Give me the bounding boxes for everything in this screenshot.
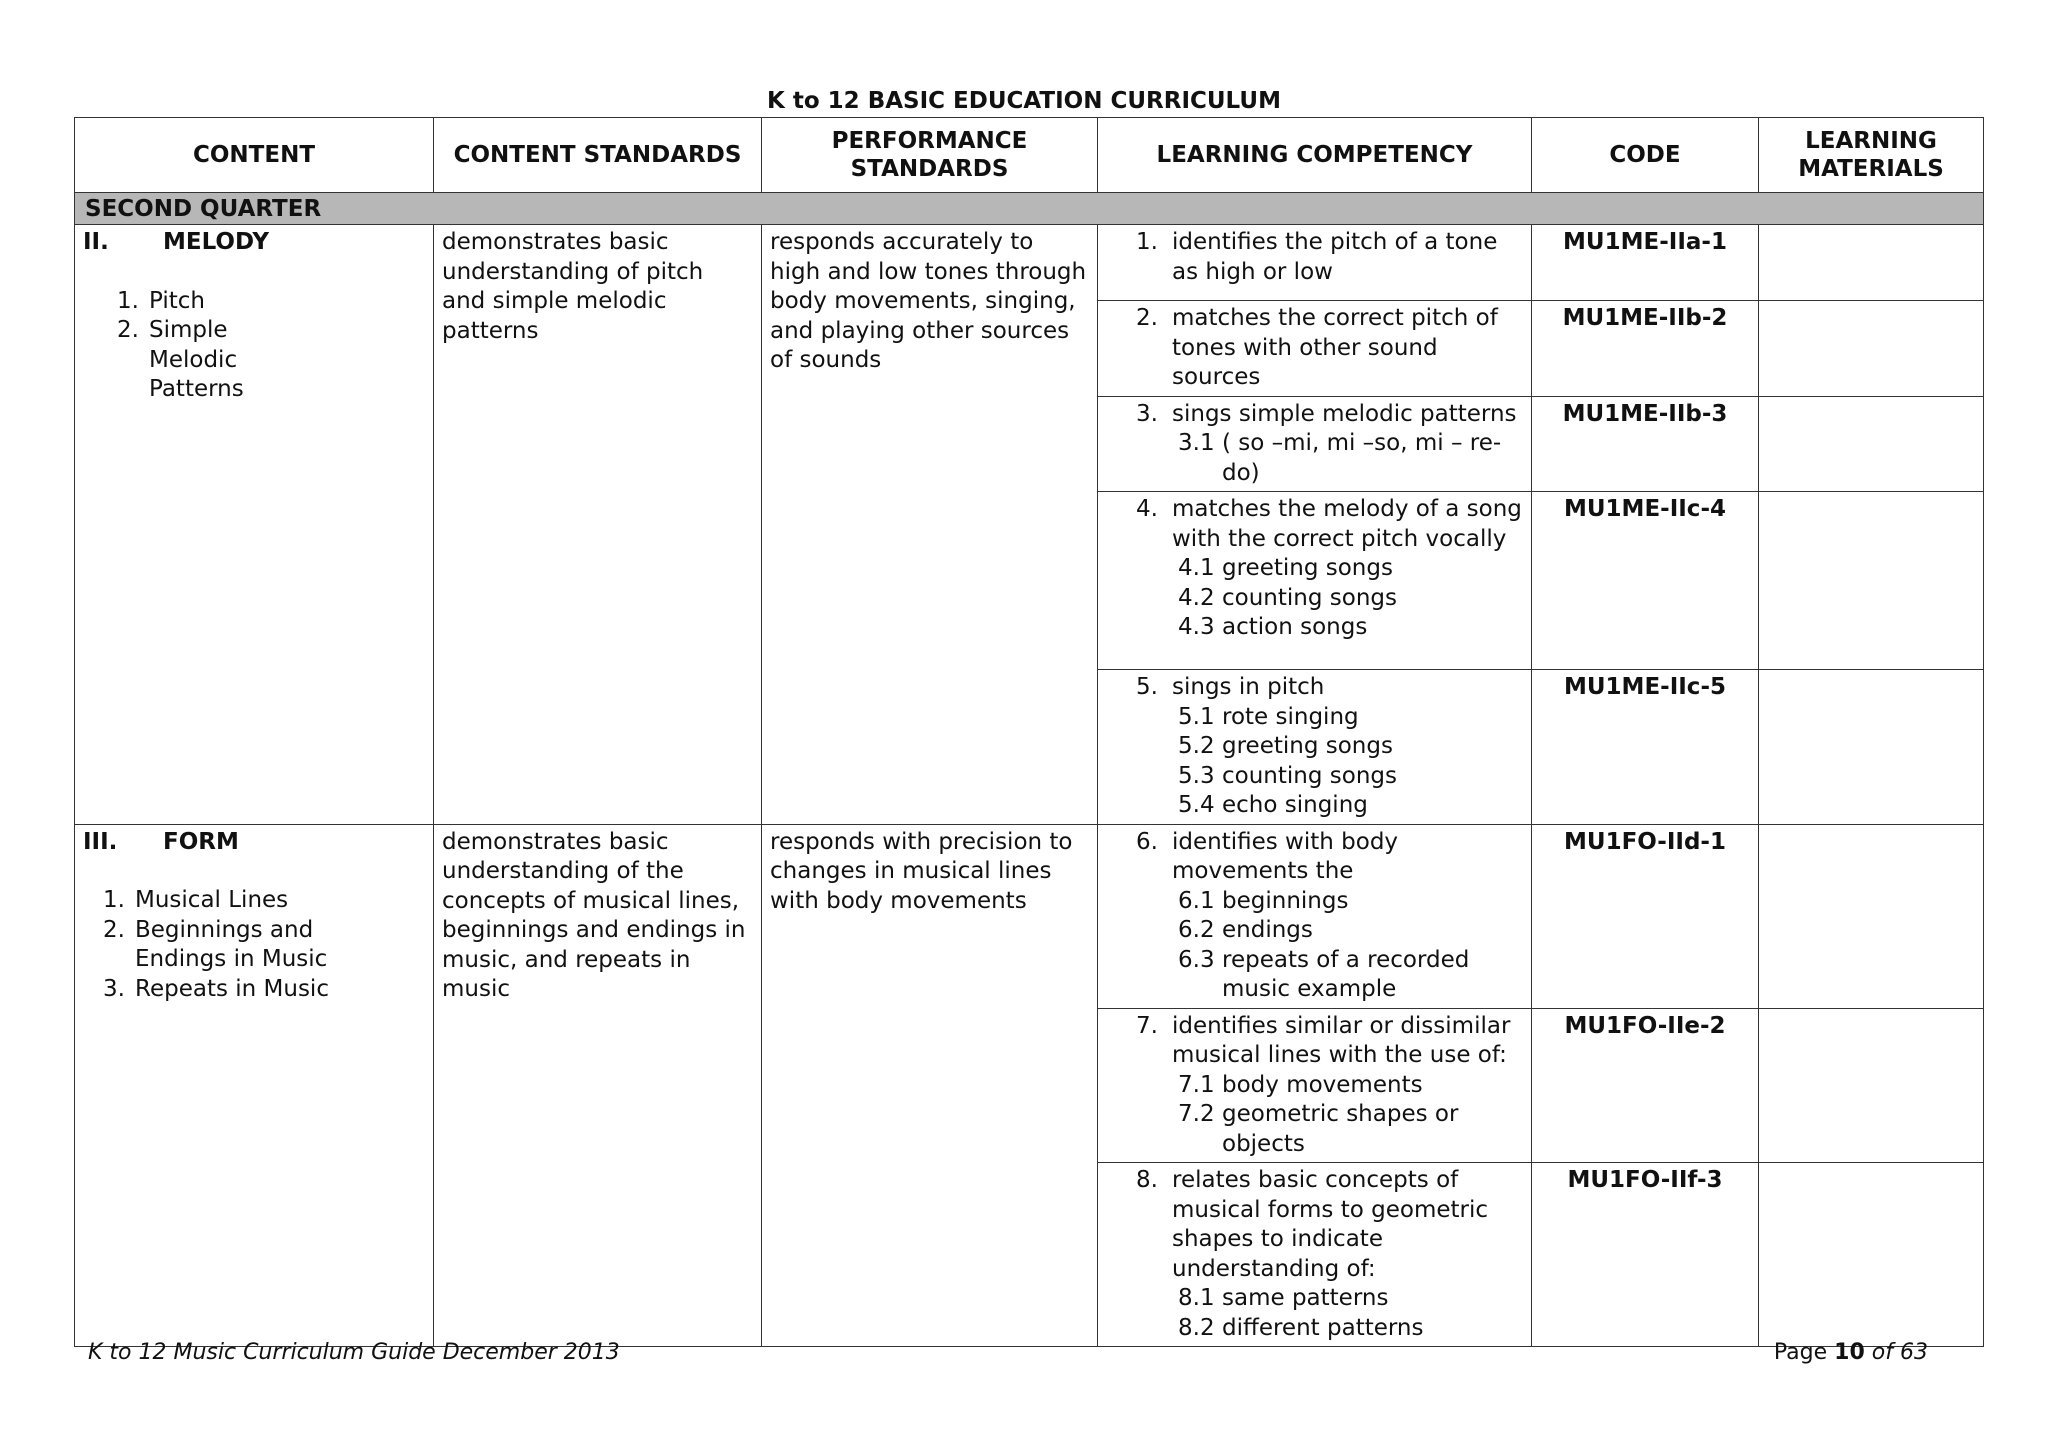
table-row	[75, 225, 1984, 301]
code-cell: MU1FO-IId-1	[1532, 824, 1759, 1008]
code-cell: MU1FO-IIf-3	[1532, 1163, 1759, 1347]
topic-title: FORM	[163, 828, 239, 855]
footer-guide-title: K to 12 Music Curriculum Guide December 2013	[88, 1340, 620, 1365]
subtopic-list	[83, 287, 425, 405]
competency-cell: 4. matches the melody of a song with the correct pitch vocally 4.1 greeting songs 4.2 counting songs 4.3 action songs	[1098, 492, 1532, 670]
topic-heading	[83, 228, 425, 258]
code-cell: MU1ME-IIb-2	[1532, 301, 1759, 397]
competency-cell: 7. identifies similar or dissimilar musical lines with the use of: 7.1 body movements 7.2 geometric shapes or objects	[1098, 1008, 1532, 1163]
quarter-label: SECOND QUARTER	[75, 193, 1984, 225]
list-item: 2. Simple Melodic Patterns	[117, 317, 244, 402]
page-total: of 63	[1871, 1340, 1928, 1365]
content-standard-cell: demonstrates basic understanding of the concepts of musical lines, beginnings and endings in music, and repeats in music	[434, 824, 762, 1347]
subtopic-list	[83, 886, 425, 1004]
materials-cell	[1759, 225, 1984, 301]
performance-standard-cell: responds accurately to high and low tones through body movements, singing, and playing other sources of sounds	[762, 225, 1098, 825]
topic-roman: II.	[83, 229, 109, 255]
table-row	[75, 824, 1984, 1008]
code-cell: MU1ME-IIc-4	[1532, 492, 1759, 670]
materials-cell	[1759, 301, 1984, 397]
header-performance-standards: PERFORMANCE STANDARDS	[762, 118, 1098, 193]
header-code: CODE	[1532, 118, 1759, 193]
list-item: 1. Musical Lines	[103, 887, 289, 913]
materials-cell	[1759, 824, 1984, 1008]
code-cell: MU1FO-IIe-2	[1532, 1008, 1759, 1163]
materials-cell	[1759, 396, 1984, 492]
page-current: 10	[1834, 1340, 1865, 1365]
code-cell: MU1ME-IIc-5	[1532, 670, 1759, 825]
table-header-row	[75, 118, 1984, 193]
header-learning-competency: LEARNING COMPETENCY	[1098, 118, 1532, 193]
header-content-standards: CONTENT STANDARDS	[434, 118, 762, 193]
curriculum-table	[74, 117, 1984, 1347]
topic-roman: III.	[83, 828, 118, 855]
competency-cell: 5. sings in pitch 5.1 rote singing 5.2 greeting songs 5.3 counting songs 5.4 echo singing	[1098, 670, 1532, 825]
list-item: 1. Pitch	[117, 287, 205, 314]
competency-cell: 8. relates basic concepts of musical forms to geometric shapes to indicate understanding of: 8.1 same patterns 8.2 different patterns	[1098, 1163, 1532, 1347]
topic-heading	[83, 828, 425, 858]
materials-cell	[1759, 492, 1984, 670]
content-cell	[75, 824, 434, 1347]
materials-cell	[1759, 670, 1984, 825]
list-item: 2. Beginnings and Endings in Music	[103, 916, 328, 972]
footer-page-number	[1774, 1340, 1928, 1365]
materials-cell	[1759, 1008, 1984, 1163]
performance-standard-cell: responds with precision to changes in musical lines with body movements	[762, 824, 1098, 1347]
header-content: CONTENT	[75, 118, 434, 193]
content-standard-cell: demonstrates basic understanding of pitch and simple melodic patterns	[434, 225, 762, 825]
code-cell: MU1ME-IIb-3	[1532, 396, 1759, 492]
header-learning-materials: LEARNING MATERIALS	[1759, 118, 1984, 193]
competency-cell: 2. matches the correct pitch of tones with other sound sources	[1098, 301, 1532, 397]
list-item: 3. Repeats in Music	[103, 975, 329, 1002]
competency-cell: 3. sings simple melodic patterns 3.1 ( so –mi, mi –so, mi – re-do)	[1098, 396, 1532, 492]
materials-cell	[1759, 1163, 1984, 1347]
quarter-row	[75, 193, 1984, 225]
code-cell: MU1ME-IIa-1	[1532, 225, 1759, 301]
competency-cell: 6. identifies with body movements the 6.1 beginnings 6.2 endings 6.3 repeats of a recorded music example	[1098, 824, 1532, 1008]
page-prefix: Page	[1773, 1340, 1828, 1365]
competency-cell: 1. identifies the pitch of a tone as high or low	[1098, 225, 1532, 301]
content-cell	[75, 225, 434, 825]
page-title: K to 12 BASIC EDUCATION CURRICULUM	[767, 88, 1281, 114]
topic-title: MELODY	[163, 229, 270, 255]
